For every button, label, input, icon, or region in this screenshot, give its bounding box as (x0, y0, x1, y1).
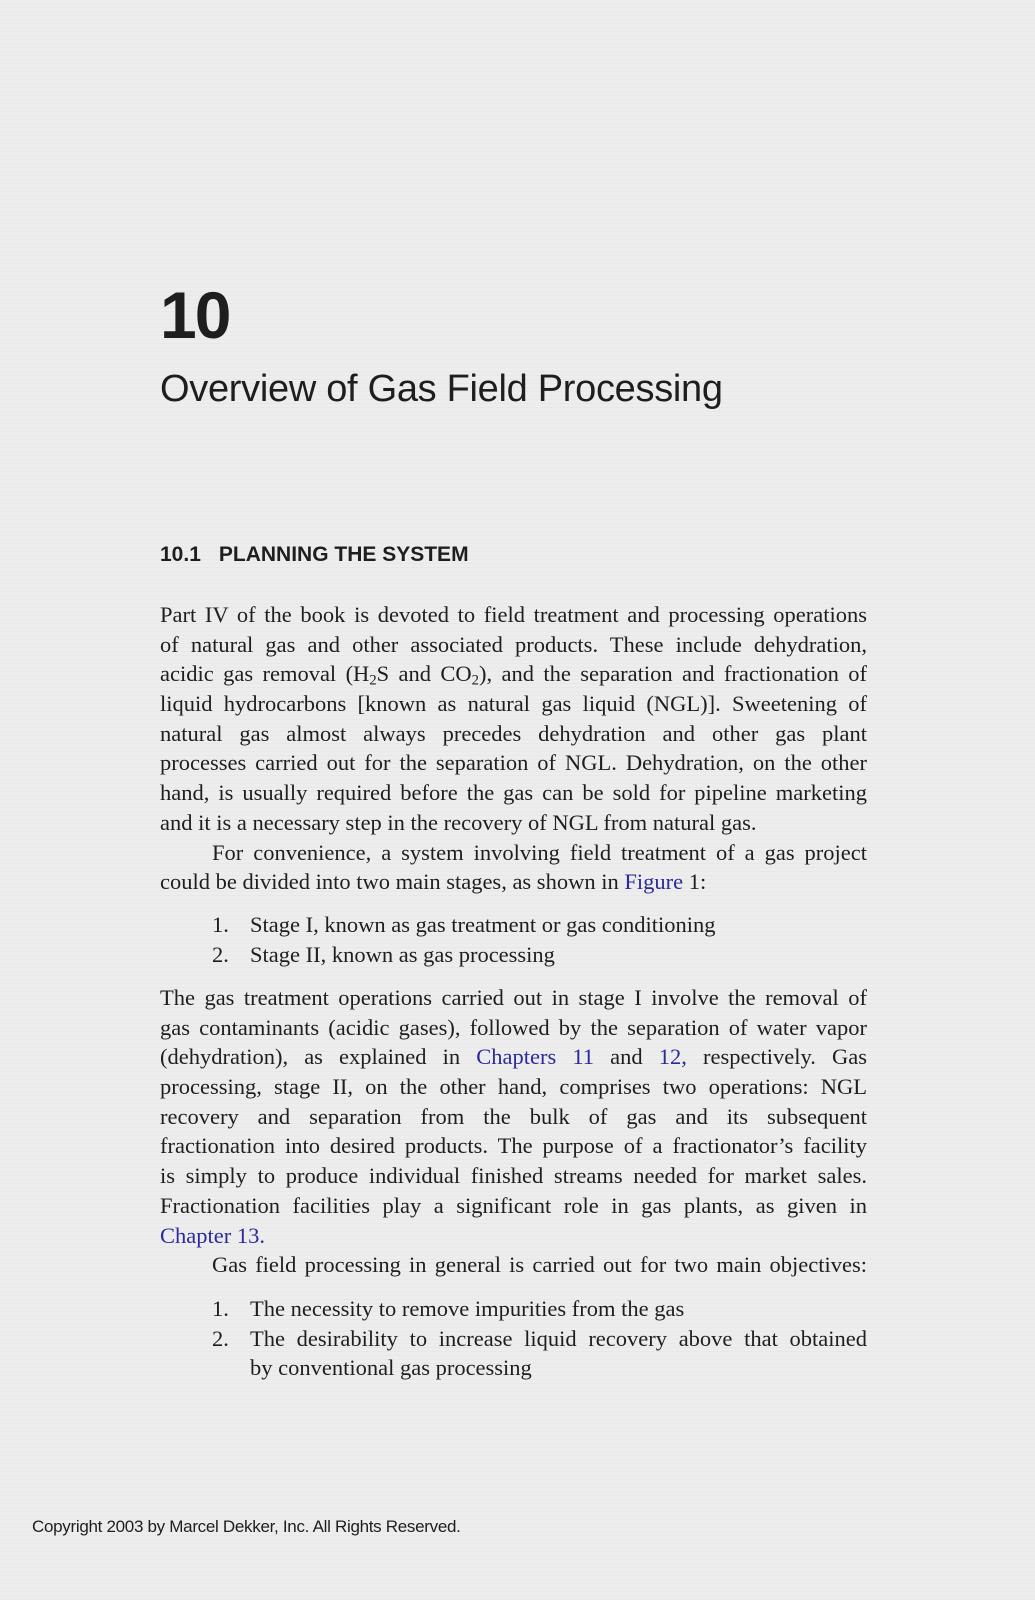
text-segment: ), and the separation and fractionation of (478, 661, 867, 687)
body-paragraphs-1 (160, 600, 867, 897)
text-line (160, 1131, 867, 1161)
text-line (160, 1191, 867, 1221)
objectives-list (160, 1294, 867, 1383)
text-line (160, 983, 867, 1013)
list-number: 2. (212, 1325, 229, 1351)
section-number: 10.1 (160, 543, 201, 566)
text-line (160, 600, 867, 630)
text-segment: of natural gas and other associated products. These include dehydration, (160, 631, 867, 657)
list-item-text: by conventional gas processing (250, 1355, 532, 1381)
chapter-title: Overview of Gas Field Processing (160, 368, 723, 410)
list-item (160, 1324, 867, 1383)
text-segment: and (594, 1044, 659, 1070)
text-segment: Part IV of the book is devoted to field treatment and processing operations (160, 602, 867, 627)
cross-reference-link[interactable]: 12, (658, 1044, 687, 1070)
text-segment: S and CO (376, 661, 472, 687)
text-segment: could be divided into two main stages, as shown in (160, 869, 625, 895)
chapter-number: 10 (160, 278, 230, 352)
list-number: 1. (212, 1296, 229, 1321)
list-item (160, 910, 867, 940)
cross-reference-link[interactable]: Chapter 13. (160, 1222, 265, 1248)
text-line (160, 659, 867, 689)
text-line (160, 778, 867, 808)
text-segment: fractionation into desired products. The purpose of a fractionator’s facility (160, 1133, 867, 1159)
text-segment: processing, stage II, on the other hand, comprises two operations: NGL (160, 1074, 867, 1100)
text-segment: (dehydration), as explained in (160, 1044, 477, 1070)
text-line (160, 689, 867, 719)
text-line (160, 1161, 867, 1191)
text-line (160, 1102, 867, 1132)
text-segment: processes carried out for the separation of NGL. Dehydration, on the other (160, 750, 867, 776)
list-item-text: Stage II, known as gas processing (250, 941, 555, 967)
text-line (160, 1013, 867, 1043)
text-segment: The gas treatment operations carried out in stage I involve the removal of (160, 985, 867, 1010)
list-number: 1. (212, 912, 229, 937)
subscript: 2 (369, 673, 377, 690)
text-line (160, 748, 867, 778)
list-item-text: The desirability to increase liquid recovery above that obtained (250, 1325, 867, 1351)
list-item (160, 1294, 867, 1324)
text-segment: Gas field processing in general is carried out for two main objectives: (212, 1252, 867, 1278)
body-paragraphs-2 (160, 983, 867, 1280)
text-line (160, 808, 867, 838)
text-line (160, 630, 867, 660)
stage-list (160, 910, 867, 969)
text-segment: acidic gas removal (H (160, 661, 370, 687)
text-segment: natural gas almost always precedes dehydration and other gas plant (160, 720, 867, 746)
text-line (160, 1221, 867, 1251)
text-segment: hand, is usually required before the gas can be sold for pipeline marketing (160, 780, 867, 806)
text-segment: gas contaminants (acidic gases), followed by the separation of water vapor (160, 1014, 867, 1040)
list-item-text: Stage I, known as gas treatment or gas conditioning (250, 912, 716, 937)
text-line (160, 1072, 867, 1102)
text-line (160, 1042, 867, 1072)
subscript: 2 (471, 673, 479, 690)
text-segment: Fractionation facilities play a significant role in gas plants, as given in (160, 1192, 867, 1218)
list-item-text: The necessity to remove impurities from the gas (250, 1296, 685, 1321)
section-heading (160, 544, 469, 565)
text-line (160, 838, 867, 868)
text-segment: is simply to produce individual finished streams needed for market sales. (160, 1163, 867, 1189)
text-segment: and it is a necessary step in the recovery of NGL from natural gas. (160, 809, 757, 835)
list-item (160, 940, 867, 970)
list-number: 2. (212, 941, 229, 967)
cross-reference-link[interactable]: Figure (624, 869, 684, 895)
text-line (160, 719, 867, 749)
copyright-footer: Copyright 2003 by Marcel Dekker, Inc. All Rights Reserved. (32, 1517, 461, 1536)
text-segment: respectively. Gas (686, 1044, 867, 1070)
cross-reference-link[interactable]: Chapters 11 (476, 1044, 595, 1070)
text-segment: liquid hydrocarbons [known as natural gas liquid (NGL)]. Sweetening of (160, 691, 867, 717)
text-segment: recovery and separation from the bulk of gas and its subsequent (160, 1103, 867, 1129)
section-title: PLANNING THE SYSTEM (218, 543, 469, 566)
text-segment: 1: (683, 869, 707, 895)
text-line (160, 867, 867, 897)
text-line (160, 1250, 867, 1280)
text-segment: For convenience, a system involving field treatment of a gas project (212, 839, 867, 865)
